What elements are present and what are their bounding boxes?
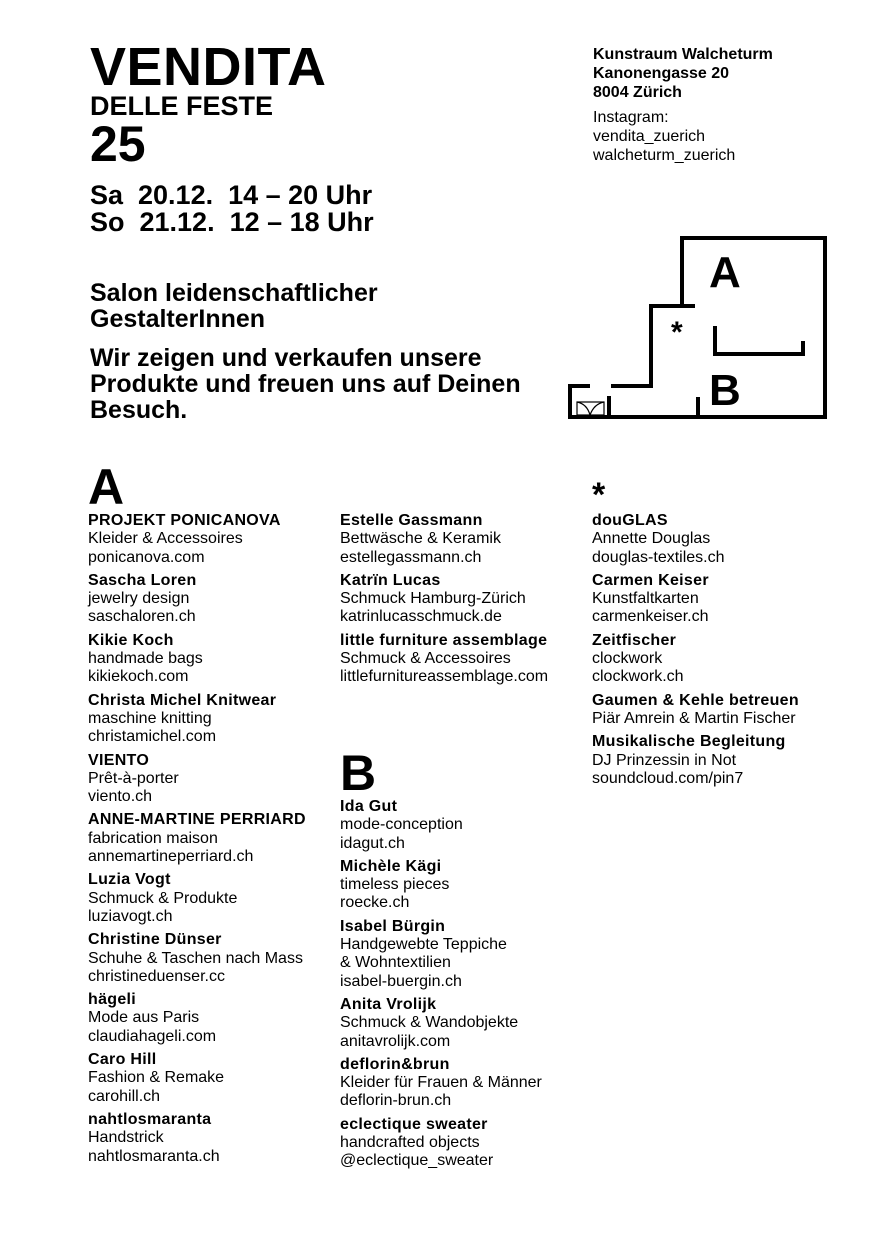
exhibitor-detail: saschaloren.ch bbox=[88, 608, 196, 626]
exhibitor-entry bbox=[592, 512, 842, 567]
exhibitor-detail: Kunstfaltkarten bbox=[592, 590, 699, 608]
exhibitor-detail: clockwork bbox=[592, 650, 663, 668]
exhibitor-entry bbox=[340, 996, 590, 1051]
exhibitor-detail: anitavrolijk.com bbox=[340, 1032, 451, 1050]
exhibitor-detail: douglas-textiles.ch bbox=[592, 548, 725, 566]
exhibitor-name: Katrïn Lucas bbox=[340, 571, 441, 589]
intro-text: Wir zeigen und verkaufen unsere Produkte und freuen uns auf Deinen Besuch. bbox=[90, 344, 521, 424]
exhibitor-entry bbox=[88, 512, 338, 567]
floor-plan-label-a: A bbox=[709, 248, 741, 297]
exhibitor-detail: Annette Douglas bbox=[592, 530, 711, 548]
exhibitor-detail: Fashion & Remake bbox=[88, 1069, 225, 1087]
exhibitor-detail: fabrication maison bbox=[88, 829, 218, 847]
exhibitor-name: VIENTO bbox=[88, 751, 150, 769]
exhibitor-name: Estelle Gassmann bbox=[340, 512, 483, 529]
exhibitor-detail: DJ Prinzessin in Not bbox=[592, 751, 737, 769]
exhibitor-detail: handmade bags bbox=[88, 650, 203, 668]
venue-city: 8004 Zürich bbox=[593, 84, 682, 101]
exhibitor-detail: Prêt-à-porter bbox=[88, 769, 179, 787]
exhibitor-entry bbox=[88, 632, 338, 687]
exhibitor-entry bbox=[340, 632, 590, 687]
exhibitor-name: Christa Michel Knitwear bbox=[88, 691, 277, 709]
floor-plan-outer-wall bbox=[570, 238, 825, 417]
exhibitor-detail: Handstrick bbox=[88, 1129, 164, 1147]
section-star-column bbox=[592, 462, 842, 788]
exhibitor-detail: christamichel.com bbox=[88, 728, 217, 746]
section-b-column bbox=[340, 745, 590, 1171]
exhibitor-entry bbox=[592, 692, 842, 729]
exhibitor-list-a2 bbox=[340, 512, 590, 687]
event-year: 25 bbox=[90, 116, 146, 172]
floor-plan-partition bbox=[715, 326, 803, 354]
exhibitor-detail: jewelry design bbox=[88, 590, 190, 608]
exhibitor-detail: handcrafted objects bbox=[340, 1134, 480, 1152]
exhibitor-name: Caro Hill bbox=[88, 1051, 157, 1069]
exhibitor-entry bbox=[88, 931, 338, 986]
instagram-label: Instagram: bbox=[593, 109, 669, 126]
exhibitor-detail: littlefurnitureassemblage.com bbox=[340, 668, 549, 686]
exhibitor-detail: mode-conception bbox=[340, 816, 463, 834]
floor-plan-label-b: B bbox=[709, 366, 741, 415]
exhibitor-entry bbox=[88, 692, 338, 747]
exhibitor-detail: carmenkeiser.ch bbox=[592, 608, 709, 626]
exhibitor-detail: clockwork.ch bbox=[592, 668, 684, 686]
exhibitor-entry bbox=[88, 991, 338, 1046]
exhibitor-entry bbox=[592, 572, 842, 627]
exhibitor-name: eclectique sweater bbox=[340, 1115, 488, 1133]
section-a-column-2 bbox=[340, 462, 590, 687]
exhibitor-name: Anita Vrolijk bbox=[340, 995, 437, 1013]
exhibitor-name: deflorin&brun bbox=[340, 1055, 450, 1073]
exhibitor-detail: carohill.ch bbox=[88, 1087, 161, 1105]
exhibitor-entry bbox=[340, 918, 590, 991]
exhibitor-name: ANNE-MARTINE PERRIARD bbox=[88, 811, 306, 829]
exhibitor-name: Isabel Bürgin bbox=[340, 917, 446, 935]
exhibitor-detail: annemartineperriard.ch bbox=[88, 848, 254, 866]
section-a-heading: A bbox=[88, 459, 125, 515]
exhibitor-detail: roecke.ch bbox=[340, 894, 410, 912]
exhibitor-detail: isabel-buergin.ch bbox=[340, 972, 462, 990]
exhibitor-detail: Schmuck & Accessoires bbox=[340, 650, 511, 668]
exhibitor-detail: Schmuck & Produkte bbox=[88, 889, 238, 907]
exhibitor-detail: Mode aus Paris bbox=[88, 1009, 200, 1027]
exhibitor-entry bbox=[592, 632, 842, 687]
exhibitor-name: Carmen Keiser bbox=[592, 571, 709, 589]
exhibitor-name: Zeitfischer bbox=[592, 631, 677, 649]
exhibitor-detail: claudiahageli.com bbox=[88, 1027, 217, 1045]
exhibitor-name: Ida Gut bbox=[340, 798, 398, 815]
exhibitor-entry bbox=[88, 1051, 338, 1106]
exhibitor-list-star bbox=[592, 512, 842, 788]
section-a-column-1 bbox=[88, 459, 338, 1166]
exhibitor-detail: & Wohntextilien bbox=[340, 954, 451, 972]
exhibitor-entry bbox=[340, 1116, 590, 1171]
exhibitor-detail: luziavogt.ch bbox=[88, 907, 173, 925]
exhibitor-detail: Handgewebte Teppiche bbox=[340, 936, 507, 954]
date-sunday: So 21.12. 12 – 18 Uhr bbox=[90, 207, 374, 237]
date-saturday: Sa 20.12. 14 – 20 Uhr bbox=[90, 180, 373, 210]
exhibitor-name: nahtlosmaranta bbox=[88, 1110, 212, 1128]
exhibitor-entry bbox=[340, 1056, 590, 1111]
exhibitor-detail: Schuhe & Taschen nach Mass bbox=[88, 949, 303, 967]
exhibitor-detail: maschine knitting bbox=[88, 709, 212, 727]
exhibitor-name: PROJEKT PONICANOVA bbox=[88, 512, 281, 529]
exhibitor-name: little furniture assemblage bbox=[340, 631, 548, 649]
event-title: VENDITA bbox=[90, 37, 327, 97]
venue-street: Kanonengasse 20 bbox=[593, 65, 730, 82]
floor-plan bbox=[565, 230, 835, 430]
exhibitor-name: Christine Dünser bbox=[88, 931, 222, 949]
exhibitor-detail: katrinlucasschmuck.de bbox=[340, 608, 502, 626]
event-dates bbox=[90, 182, 374, 236]
exhibitor-entry bbox=[340, 798, 590, 853]
exhibitor-name: Kikie Koch bbox=[88, 631, 174, 649]
exhibitor-entry bbox=[592, 733, 842, 788]
salon-heading: Salon leidenschaftlicher GestalterInnen bbox=[90, 279, 378, 333]
exhibitor-name: Michèle Kägi bbox=[340, 857, 442, 875]
exhibitor-entry bbox=[88, 572, 338, 627]
exhibitor-list-b bbox=[340, 798, 590, 1171]
venue-info bbox=[593, 45, 773, 165]
exhibitor-detail: @eclectique_sweater bbox=[340, 1152, 494, 1170]
exhibitor-list-a1 bbox=[88, 512, 338, 1166]
exhibitor-name: Gaumen & Kehle betreuen bbox=[592, 691, 799, 709]
section-b-heading: B bbox=[340, 745, 377, 801]
exhibitor-detail: Schmuck Hamburg-Zürich bbox=[340, 590, 526, 608]
exhibitor-detail: deflorin-brun.ch bbox=[340, 1092, 452, 1110]
exhibitor-entry bbox=[340, 512, 590, 567]
exhibitor-detail: Bettwäsche & Keramik bbox=[340, 530, 501, 548]
exhibitor-name: douGLAS bbox=[592, 512, 668, 529]
exhibitor-detail: Kleider & Accessoires bbox=[88, 530, 243, 548]
floor-plan-label-star: * bbox=[671, 316, 683, 349]
exhibitor-name: Luzia Vogt bbox=[88, 871, 171, 889]
exhibitor-detail: Schmuck & Wandobjekte bbox=[340, 1014, 519, 1032]
exhibitor-detail: nahtlosmaranta.ch bbox=[88, 1147, 220, 1165]
exhibitor-name: Musikalische Begleitung bbox=[592, 733, 786, 751]
exhibitor-detail: viento.ch bbox=[88, 788, 153, 806]
exhibitor-detail: christineduenser.cc bbox=[88, 967, 225, 985]
exhibitor-entry bbox=[88, 1111, 338, 1166]
exhibitor-detail: soundcloud.com/pin7 bbox=[592, 769, 744, 787]
exhibitor-entry bbox=[340, 572, 590, 627]
exhibitor-entry bbox=[88, 871, 338, 926]
exhibitor-name: hägeli bbox=[88, 991, 137, 1009]
venue-name: Kunstraum Walcheturm bbox=[593, 46, 773, 63]
exhibitor-entry bbox=[88, 752, 338, 807]
exhibitor-detail: timeless pieces bbox=[340, 876, 450, 894]
door-icon bbox=[577, 402, 604, 415]
exhibitor-detail: estellegassmann.ch bbox=[340, 548, 482, 566]
exhibitor-entry bbox=[88, 811, 338, 866]
exhibitor-entry bbox=[340, 858, 590, 913]
instagram-handle: walcheturm_zuerich bbox=[593, 147, 736, 164]
exhibitor-detail: kikiekoch.com bbox=[88, 668, 189, 686]
exhibitor-detail: idagut.ch bbox=[340, 834, 405, 852]
exhibitor-detail: Kleider für Frauen & Männer bbox=[340, 1074, 542, 1092]
instagram-handle: vendita_zuerich bbox=[593, 128, 706, 145]
exhibitor-detail: ponicanova.com bbox=[88, 548, 205, 566]
exhibitor-detail: Piär Amrein & Martin Fischer bbox=[592, 709, 796, 727]
event-subtitle: DELLE FESTE bbox=[90, 91, 274, 121]
exhibitor-name: Sascha Loren bbox=[88, 571, 197, 589]
section-star-heading: * bbox=[592, 476, 606, 514]
